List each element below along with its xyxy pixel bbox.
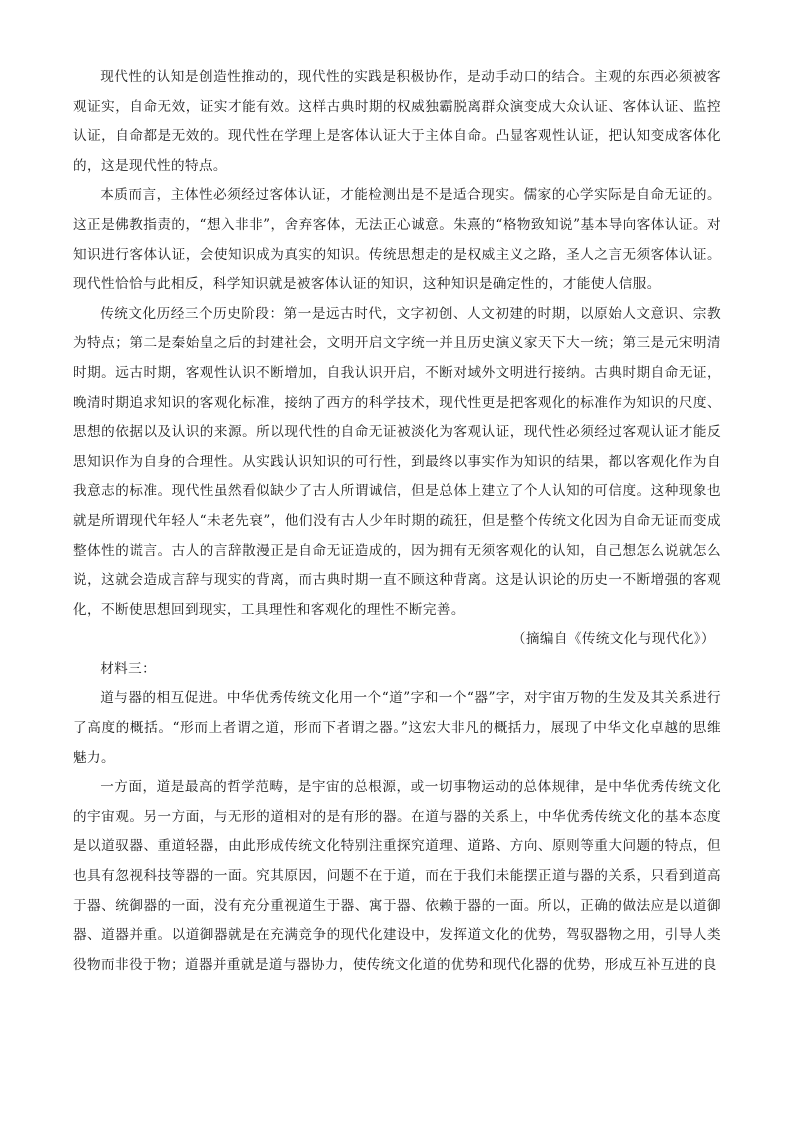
paragraph-subjectivity-verification: 本质而言，主体性必须经过客体认证，才能检测出是不是适合现实。儒家的心学实际是自命无证的。这正是佛教指责的，“想入非非”，舍弃客体，无法正心诚意。朱熹的“格物致知说”基本导向客体认证。对知识进行客体认证，会使知识成为真实的知识。传统思想走的是权威主义之路，圣人之言无须客体认证。现代性恰恰与此相反，科学知识就是被客体认证的知识，这种知识是确定性的，才能使人信服。 (73, 187, 721, 293)
document-body (73, 63, 721, 980)
paragraph-dao-qi-relation: 一方面，道是最高的哲学范畴，是宇宙的总根源，或一切事物运动的总体规律，是中华优秀传统文化的宇宙观。另一方面，与无形的道相对的是有形的器。在道与器的关系上，中华优秀传统文化的基本态度是以道驭器、重道轻器，由此形成传统文化特别注重探究道理、道路、方向、原则等重大问题的特点，但也具有忽视科技等器的一面。究其原因，问题不在于道，而在于我们未能摆正道与器的关系，只看到道高于器、统御器的一面，没有充分重视道生于器、寓于器、依赖于器的一面。所以，正确的做法应是以道御器、道器并重。以道御器就是在充满竞争的现代化建设中，发挥道文化的优势，驾驭器物之用，引导人类役物而非役于物；道器并重就是道与器协力，使传统文化道的优势和现代化器的优势，形成互补互进的良 (73, 779, 721, 973)
paragraph-dao-qi-intro: 道与器的相互促进。中华优秀传统文化用一个“道”字和一个“器”字，对宇宙万物的生发及其关系进行了高度的概括。“形而上者谓之道，形而下者谓之器。”这宏大非凡的概括力，展现了中华文化卓越的思维魅力。 (73, 690, 721, 766)
source-note: （摘编自《传统文化与现代化》） (511, 631, 715, 648)
material-three-label: 材料三： (100, 660, 157, 677)
paragraph-three-stages: 传统文化历经三个历史阶段：第一是远古时代，文字初创、人文初建的时期，以原始人文意识、宗教为特点；第二是秦始皇之后的封建社会，文明开启文字统一并且历史演义家天下大一统；第三是元宋明清时期。远古时期，客观性认识不断增加，自我认识开启，不断对域外文明进行接纳。古典时期自命无证，晚清时期追求知识的客观化标准，接纳了西方的科学技术，现代性更是把客观化的标准作为知识的尺度、思想的依据以及认识的来源。所以现代性的自命无证被淡化为客观认证，现代性必须经过客观认证才能反思知识作为自身的合理性。从实践认识知识的可行性，到最终以事实作为知识的结果，都以客观化作为自我意志的标准。现代性虽然看似缺少了古人所谓诚信，但是总体上建立了个人认知的可信度。这种现象也就是所谓现代年轻人“未老先衰”，他们没有古人少年时期的疏狂，但是整个传统文化因为自命无证而变成整体性的谎言。古人的言辞散漫正是自命无证造成的，因为拥有无须客观化的认知，自己想怎么说就怎么说，这就会造成言辞与现实的背离，而古典时期一直不顾这种背离。这是认识论的历史一不断增强的客观化，不断使思想回到现实，工具理性和客观化的理性不断完善。 (73, 305, 721, 618)
paragraph-modernity-cognition: 现代性的认知是创造性推动的，现代性的实践是积极协作，是动手动口的结合。主观的东西必须被客观证实，自命无效，证实才能有效。这样古典时期的权威独霸脱离群众演变成大众认证、客体认证、监控认证，自命都是无效的。现代性在学理上是客体认证大于主体自命。凸显客观性认证，把认知变成客体化的，这是现代性的特点。 (73, 69, 721, 174)
